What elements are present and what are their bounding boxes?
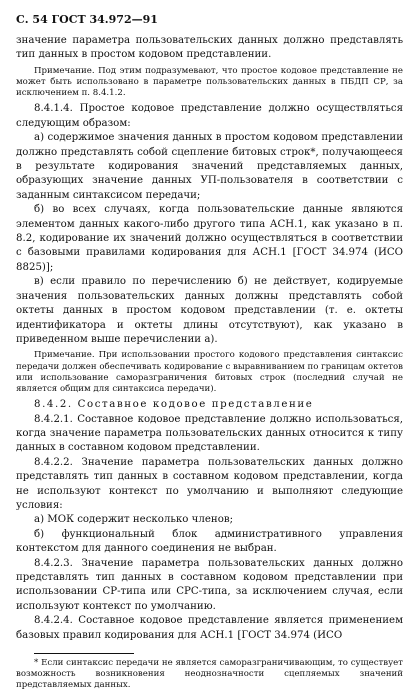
paragraph: б) функциональный блок административного управления контекстом для данного соединения не выбран. (16, 528, 403, 555)
paragraph: 8.4.2.1. Составное кодовое представление должно использоваться, когда значение параметра пользовательских данных относится к типу данных в составном кодовом представлении. (16, 413, 403, 454)
paragraph: 8.4.2.4. Составное кодовое представление является применением базовых правил кодирования для АСН.1 [ГОСТ 34.974 (ИСО (16, 615, 403, 641)
paragraph: а) МОК содержит несколько членов; (34, 514, 233, 526)
footnote: * Если синтаксис передачи не является саморазграничивающим, то существует возможность возникновения неоднозначности сцепляемых значений представляемых данных. (16, 658, 403, 691)
paragraph: 8.4.1.4. Простое кодовое представление должно осуществляться следующим образом: (16, 103, 403, 129)
paragraph: 8.4.2.2. Значение параметра пользовательских данных должно представлять тип данных в составном кодовом представлении, когда не используют контекст по умолчанию и выполняют следующие условия: (16, 456, 403, 511)
paragraph: в) если правило по перечислению б) не действует, кодируемые значения пользовательских данных должны представлять собой октеты данных в простом кодовом представлении (т. е. октеты идентификатора и октеты длины отсутствуют), как указано в приведенном выше перечислении а). (16, 276, 403, 345)
paragraph: а) содержимое значения данных в простом кодовом представлении должно представлять собой сцепление битовых строк*, получающееся в результате кодирования значений представляемых данных, образующих значение данных УП-пользователя в соответствии с заданным синтаксисом передачи; (16, 132, 403, 201)
page-header: С. 54 ГОСТ 34.972—91 (16, 13, 158, 26)
paragraph: Примечание. Под этим подразумевают, что простое кодовое представление не может быть использовано в параметре пользовательских данных в ПБДП СР, за исключением п. 8.4.1.2. (16, 65, 403, 99)
paragraph: значение параметра пользовательских данных должно представлять тип данных в простом кодовом представлении. (16, 35, 403, 61)
paragraph: 8.4.2. Составное кодовое представление (34, 399, 314, 411)
paragraph: Примечание. При использовании простого кодового представления синтаксис передачи должен обеспечивать кодирование с выравниванием по границам октетов или использование саморазграничения битовых строк (последний случай не является общим для синтаксиса передачи). (16, 350, 403, 394)
footnote-rule (34, 653, 134, 654)
paragraph: б) во всех случаях, когда пользовательские данные являются элементом данных какого-либо другого типа АСН.1, как указано в п. 8.2, кодирование их значений должно осуществляться в соответствии с базовыми правилами кодирования для АСН.1 [ГОСТ 34.974 (ИСО 8825)]; (16, 204, 403, 273)
body-text (16, 34, 403, 643)
paragraph: 8.4.2.3. Значение параметра пользовательских данных должно представлять тип данных в составном кодовом представлении при использовании СР-типа или СРС-типа, за исключением случая, если используют контекст по умолчанию. (16, 557, 403, 612)
